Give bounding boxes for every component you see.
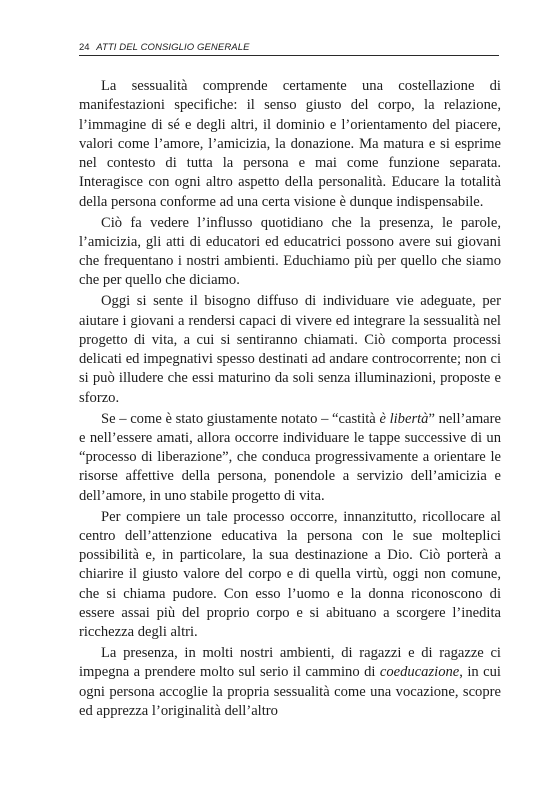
paragraph-text: Ciò fa vedere l’influsso quotidiano che la presenza, le parole, l’amicizia, gli atti di educatori ed educatrici possono avere sui giovani che frequentano i nostri ambienti. Educhiamo più per quello che siamo che per quello che diciamo. [79, 214, 501, 289]
paragraph-paths [79, 292, 501, 408]
emphasis-text: coeducazione [379, 664, 460, 681]
paragraph-text-before: La presenza, in molti nostri ambienti, di ragazzi e di ragazze ci impegna a prendere molto sul serio il cammino di [79, 645, 501, 681]
paragraph-sexuality [79, 77, 501, 212]
body-text [79, 77, 501, 723]
paragraph-text: Per compiere un tale processo occorre, innanzitutto, ricollocare al centro dell’attenzione educativa la persona con le sue molteplici possibilità e, in particolare, la sua destinazione a Dio. Ciò porterà a chiarire il giusto valore del corpo e di quella virtù, oggi non comune, che si chiama pudore. Con esso l’uomo e la donna riconoscono di essere assai più del proprio corpo e si abituano a scorgere l’inedita ricchezza degli altri. [79, 508, 501, 641]
paragraph-influence [79, 214, 501, 291]
emphasis-text: è libertà [379, 410, 429, 427]
paragraph-text-after: ” nell’amare e nell’essere amati, allora occorre individuare le tappe successive di un “processo di liberazione”, che conduca progressivamente a orientare le risorse affettive della persona, ponendole a servizio dell’amicizia e dell’amore, in uno stabile progetto di vita. [79, 410, 501, 504]
running-header [79, 41, 499, 56]
paragraph-process [79, 508, 501, 643]
paragraph-text: La sessualità comprende certamente una costellazione di manifestazioni specifiche: il senso giusto del corpo, la relazione, l’immagine di sé e degli altri, il dominio e l’orientamento del piacere, valori come l’amore, l’amicizia, la donazione. Ma matura e si esprime nel contesto di tutta la persona e mai come funzione separata. Interagisce con ogni altro aspetto della personalità. Educare la totalità della persona conforme ad una certa visione è dunque indispensabile. [79, 78, 501, 210]
paragraph-chastity [79, 410, 501, 506]
page-number: 24 [79, 42, 90, 53]
running-header-title: ATTI DEL CONSIGLIO GENERALE [96, 42, 250, 53]
paragraph-coeducation [79, 644, 501, 721]
paragraph-text-after: , in cui ogni persona accoglie la propria sessualità come una vocazione, scopre ed apprezza l’originalità dell’altro [79, 664, 501, 719]
paragraph-text-before: Se – come è stato giustamente notato – “castità [101, 410, 380, 427]
paragraph-text: Oggi si sente il bisogno diffuso di individuare vie adeguate, per aiutare i giovani a rendersi capaci di vivere ed integrare la sessualità nel progetto di vita, a cui si sentiranno chiamati. Ciò comporta processi delicati ed impegnativi spesso destinati ad andare controcorrente; non ci si può illudere che essi maturino da soli senza illuminazioni, proposte e sforzo. [79, 293, 501, 406]
